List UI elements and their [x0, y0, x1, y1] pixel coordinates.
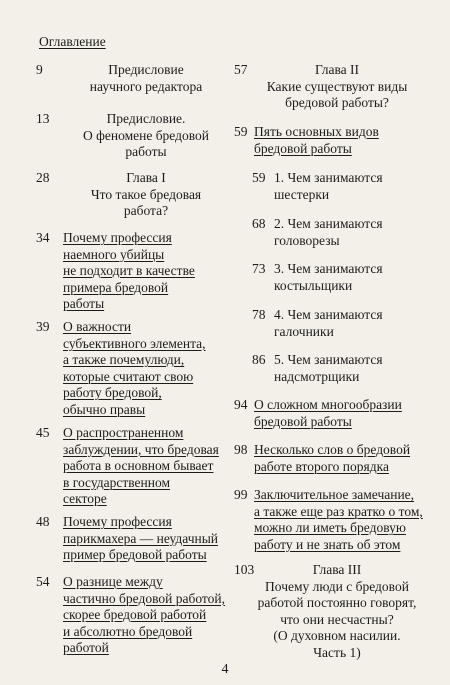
- toc-entry-title: [274, 261, 424, 294]
- toc-entry-line: работа в основном бывает: [63, 458, 214, 473]
- toc-page-number: 73: [252, 261, 266, 276]
- toc-entry-line: скорее бредовой работой: [63, 607, 207, 622]
- toc-entry-line: Почему профессия: [63, 514, 172, 529]
- toc-entry-line: наемного убийцы: [63, 246, 165, 262]
- toc-entry-line: которые считают свою: [63, 368, 194, 384]
- toc-entry-line: О сложном многообразии: [254, 397, 402, 412]
- toc-page-number: 28: [36, 170, 50, 185]
- toc-entry-line: Предисловие: [108, 62, 184, 77]
- toc-entry-line: научного редактора: [89, 78, 203, 94]
- toc-page-number: 45: [36, 425, 50, 440]
- toc-page-number: 68: [252, 216, 266, 231]
- toc-entry-title: [252, 562, 422, 661]
- toc-entry-line: примера бредовой: [63, 279, 169, 295]
- toc-entry-line: работы: [63, 296, 105, 311]
- toc-entry-line: головорезы: [274, 232, 340, 248]
- toc-entry-line: что они несчастны?: [280, 611, 394, 627]
- toc-page-number: 86: [252, 352, 266, 367]
- toc-entry-line: О феномене бредовой: [82, 127, 209, 143]
- toc-page-number: 78: [252, 307, 266, 322]
- toc-page-number: 59: [234, 124, 248, 139]
- toc-entry-line: можно ли иметь бредовую: [254, 520, 406, 535]
- toc-entry-line: секторе: [63, 491, 107, 506]
- toc-entry-line: О важности: [63, 319, 132, 334]
- toc-entry-line: Почему профессия: [63, 230, 172, 245]
- toc-entry-line: надсмотрщики: [274, 368, 360, 384]
- toc-page-number: 99: [234, 487, 248, 502]
- toc-entry-line: бредовой работы: [254, 413, 352, 429]
- toc-entry-line: галочники: [274, 323, 334, 339]
- toc-page-number: 13: [36, 111, 50, 126]
- toc-entry-line: работой постоянно говорят,: [257, 595, 417, 610]
- toc-entry-line: не подходит в качестве: [63, 263, 195, 278]
- toc-entry-line: работы: [125, 144, 167, 159]
- toc-page-number: 9: [36, 62, 43, 77]
- toc-entry-title: [66, 111, 226, 161]
- toc-entry-title: [254, 124, 424, 157]
- toc-entry-title: [66, 170, 226, 220]
- toc-entry-line: а также еще раз кратко о том,: [254, 503, 423, 519]
- toc-entry-title: [254, 397, 424, 430]
- toc-page-number: 48: [36, 514, 50, 529]
- toc-entry-title: [63, 319, 226, 418]
- toc-entry-line: и абсолютно бредовой: [63, 623, 193, 639]
- toc-entry-line: работу и не знать об этом: [254, 536, 401, 552]
- toc-entry-line: работа?: [123, 203, 169, 218]
- toc-entry-line: Заключительное замечание,: [254, 487, 415, 502]
- toc-page-number: 54: [36, 574, 50, 589]
- toc-entry-line: (О духовном насилии.: [273, 628, 401, 643]
- toc-entry-line: Что такое бредовая: [90, 186, 202, 202]
- toc-entry-title: [66, 62, 226, 95]
- toc-entry-line: 2. Чем занимаются: [274, 216, 383, 231]
- page-number: 4: [221, 662, 229, 677]
- toc-entry-title: [254, 442, 424, 475]
- toc-page-number: 59: [252, 170, 266, 185]
- toc-entry-title: [63, 514, 226, 564]
- toc-entry-line: субъективного элемента,: [63, 335, 206, 351]
- toc-entry-line: О распространенном: [63, 425, 184, 440]
- toc-entry-line: 5. Чем занимаются: [274, 352, 383, 367]
- toc-entry-line: обычно правы: [63, 401, 146, 417]
- toc-entry-line: Глава III: [312, 562, 362, 577]
- toc-entry-line: пример бредовой работы: [63, 547, 207, 562]
- toc-entry-line: бредовой работы: [254, 140, 352, 156]
- toc-entry-line: частично бредовой работой,: [63, 590, 225, 606]
- toc-entry-line: 1. Чем занимаются: [274, 170, 383, 185]
- toc-entry-title: [63, 230, 226, 313]
- toc-page-number: 34: [36, 230, 50, 245]
- toc-entry-line: Глава II: [314, 62, 360, 77]
- toc-entry-title: [274, 216, 424, 249]
- toc-heading: Оглавление: [39, 34, 106, 49]
- toc-entry-line: О разнице между: [63, 574, 163, 589]
- toc-page-number: 98: [234, 442, 248, 457]
- toc-entry-title: [274, 352, 424, 385]
- toc-entry-line: а также почемулюди,: [63, 352, 185, 367]
- toc-entry-title: [274, 307, 424, 340]
- toc-entry-line: в государственном: [63, 474, 171, 490]
- toc-entry-line: Часть 1): [313, 644, 361, 660]
- toc-entry-line: работе второго порядка: [254, 458, 389, 474]
- toc-entry-line: заблуждении, что бредовая: [63, 441, 219, 457]
- toc-entry-line: костыльщики: [274, 277, 353, 293]
- toc-entry-line: парикмахера — неудачный: [63, 530, 218, 546]
- toc-entry-line: Пять основных видов: [254, 124, 379, 139]
- toc-entry-title: [254, 487, 424, 553]
- toc-entry-title: [274, 170, 424, 203]
- toc-entry-title: [63, 425, 226, 508]
- toc-page-number: 39: [36, 319, 50, 334]
- toc-entry-line: 3. Чем занимаются: [274, 261, 383, 276]
- toc-entry-line: бредовой работы?: [285, 95, 389, 110]
- toc-entry-line: Предисловие.: [106, 111, 186, 126]
- toc-entry-line: работу бредовой,: [63, 385, 162, 400]
- toc-entry-title: [252, 62, 422, 112]
- toc-entry-line: Глава I: [126, 170, 166, 185]
- toc-entry-line: 4. Чем занимаются: [274, 307, 383, 322]
- toc-entry-title: [63, 574, 226, 657]
- toc-entry-line: Почему люди с бредовой: [265, 578, 409, 594]
- toc-page-number: 103: [234, 562, 255, 577]
- toc-entry-line: шестерки: [274, 186, 330, 202]
- toc-entry-line: Несколько слов о бредовой: [254, 442, 411, 457]
- toc-entry-line: Какие существуют виды: [266, 78, 408, 94]
- toc-entry-line: работой: [63, 640, 109, 655]
- toc-page-number: 94: [234, 397, 248, 412]
- toc-page-number: 57: [234, 62, 248, 77]
